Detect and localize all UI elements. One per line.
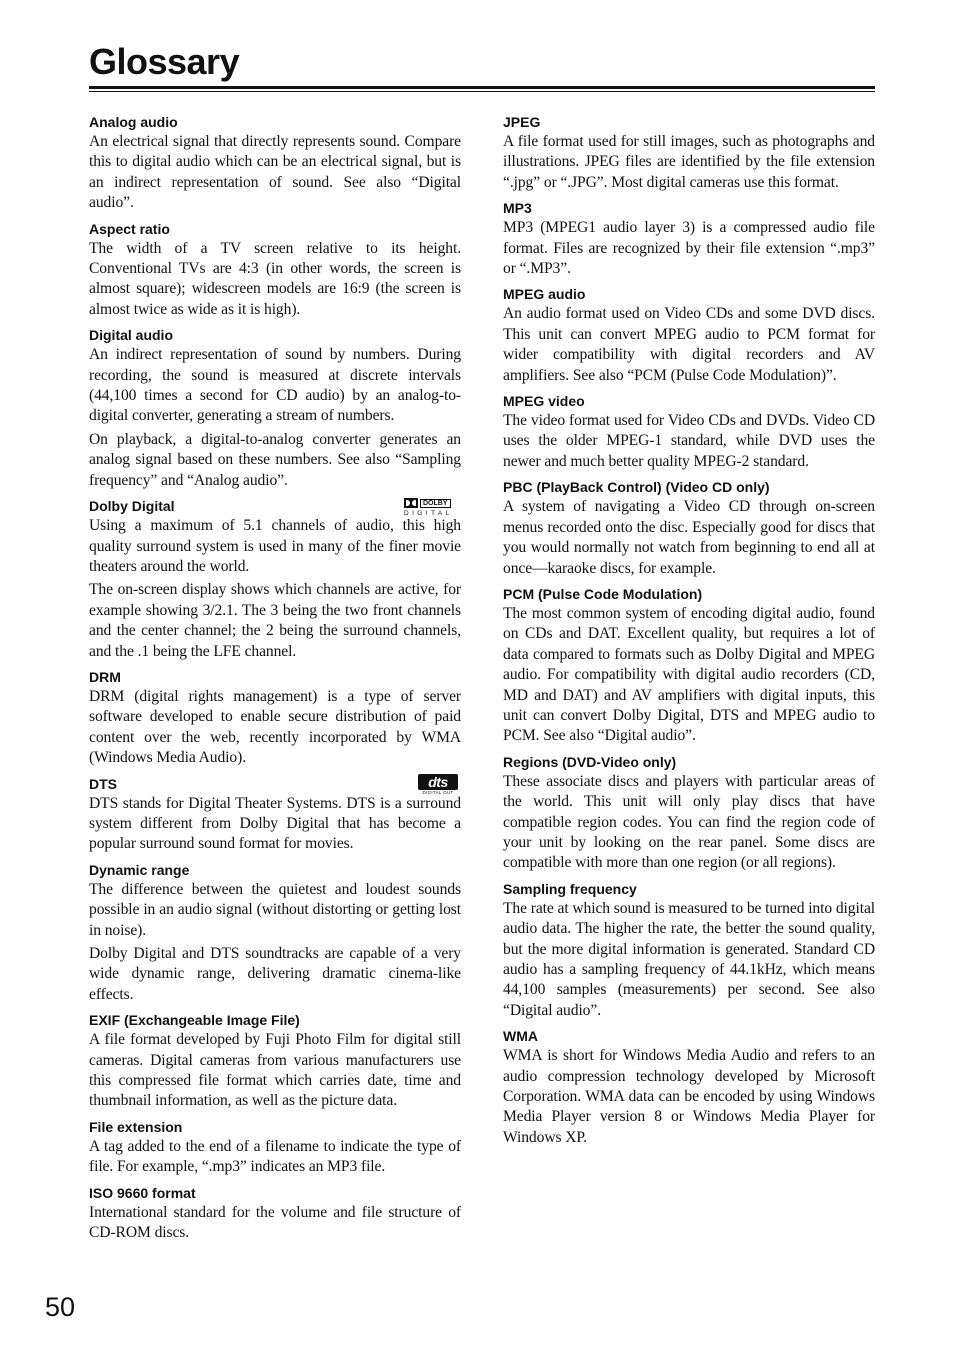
- glossary-entry-pbc: [503, 477, 875, 579]
- term: Regions (DVD-Video only): [503, 753, 677, 770]
- left-column: [89, 112, 461, 1248]
- definition: The difference between the quietest and loudest sounds possible in an audio signal (without distorting or getting lost in noise).: [89, 880, 461, 939]
- term: Digital audio: [89, 327, 173, 344]
- dolby-digital-logo: [404, 498, 456, 518]
- definition: DTS stands for Digital Theater Systems. DTS is a surround system different from Dolby Digital that has become a popular surround sound format for movies.: [89, 794, 461, 853]
- definition: The video format used for Video CDs and DVDs. Video CD uses the older MPEG-1 standard, while DVD uses the newer and much better quality MPEG-2 standard.: [503, 412, 875, 470]
- glossary-entry-digital-audio: [89, 325, 461, 491]
- dts-logo-word: dts: [418, 774, 458, 790]
- glossary-entry-regions: [503, 752, 875, 874]
- dolby-logo-sub: DIGITAL: [404, 510, 453, 518]
- term: File extension: [89, 1118, 183, 1135]
- glossary-entry-mpeg-audio: [503, 284, 875, 386]
- definition: Dolby Digital and DTS soundtracks are capable of a very wide dynamic range, delivering dramatic cinema-like effects.: [89, 945, 461, 1003]
- definition: The most common system of encoding digital audio, found on CDs and DAT. Excellent quality, but requires a lot of data compared to formats such as Dolby Digital and MPEG audio. For compatibility with digital audio recorders (CD, MD and DAT) and AV amplifiers with digital inputs, this unit can convert Dolby Digital, DTS and MPEG audio to PCM. See also “Digital audio”.: [503, 604, 875, 745]
- term: Sampling frequency: [503, 880, 637, 897]
- term: MPEG video: [503, 393, 585, 410]
- glossary-entry-dts: [89, 774, 461, 855]
- glossary-entry-analog-audio: [89, 112, 461, 214]
- term: Analog audio: [89, 114, 178, 130]
- glossary-entry-aspect-ratio: [89, 219, 461, 321]
- definition: The width of a TV screen relative to its height. Conventional TVs are 4:3 (in other words, the screen is almost square); widescreen models are 16:9 (the screen is almost twice as wide as it is high).: [89, 239, 461, 318]
- definition: International standard for the volume and file structure of CD-ROM discs.: [89, 1203, 461, 1242]
- glossary-entry-pcm: [503, 584, 875, 747]
- term: PCM (Pulse Code Modulation): [503, 585, 703, 602]
- term: Dynamic range: [89, 861, 190, 878]
- term: DRM: [89, 668, 121, 685]
- term: MPEG audio: [503, 286, 586, 303]
- double-d-icon: [404, 498, 418, 508]
- term: Aspect ratio: [89, 220, 170, 237]
- definition: Using a maximum of 5.1 channels of audio, this high quality surround system is used in many of the finer movie theaters around the world.: [89, 517, 461, 575]
- glossary-entry-mp3: [503, 198, 875, 279]
- definition: WMA is short for Windows Media Audio and refers to an audio compression technology developed by Microsoft Corporation. WMA data can be encoded by using Windows Media Player version 8 or Windows Media Player for Windows XP.: [503, 1047, 875, 1146]
- title-rule-thin: [89, 91, 875, 92]
- glossary-entry-wma: [503, 1026, 875, 1148]
- glossary-entry-file-extension: [89, 1117, 461, 1178]
- definition: An indirect representation of sound by numbers. During recording, the sound is measured at discrete intervals (44,100 times a second for CD audio) by an analog-to-digital converter, generating a stream of numbers.: [89, 346, 461, 425]
- glossary-entry-drm: [89, 667, 461, 769]
- definition: On playback, a digital-to-analog converter generates an analog signal based on these numbers. See also “Sampling frequency” and “Analog audio”.: [89, 430, 461, 489]
- term: ISO 9660 format: [89, 1184, 196, 1201]
- definition: DRM (digital rights management) is a type of server software developed to enable secure distribution of paid content over the web, recently incorporated by WMA (Windows Media Audio).: [89, 687, 461, 767]
- glossary-entry-jpeg: [503, 112, 875, 193]
- right-column: [503, 112, 875, 1153]
- dts-logo-sub: DIGITAL OUT: [422, 789, 454, 795]
- page-number: 50: [45, 1292, 76, 1322]
- term: DTS: [89, 775, 117, 792]
- definition: A file format used for still images, such as photographs and illustrations. JPEG files are identified by the file extension “.jpg” or “.JPG”. Most digital cameras use this format.: [503, 133, 875, 191]
- glossary-entry-mpeg-video: [503, 391, 875, 472]
- title-rule-thick: [89, 86, 875, 89]
- page-title: Glossary: [89, 41, 240, 82]
- dolby-logo-word: DOLBY: [420, 499, 451, 508]
- definition: The rate at which sound is measured to be turned into digital audio data. The higher the rate, the better the sound quality, but the more digital information is generated. Standard CD audio has a sampling frequency of 44.1kHz, which means 44,100 samples (measurements) per second. See also “Digital audio”.: [503, 899, 875, 1019]
- term: WMA: [503, 1028, 538, 1045]
- definition: A system of navigating a Video CD through on-screen menus recorded onto the disc. Especially good for discs that you would normally not watch from beginning to end all at once—karaoke discs, for example.: [503, 498, 875, 577]
- glossary-entry-iso-9660: [89, 1183, 461, 1244]
- glossary-entry-exif: [89, 1010, 461, 1112]
- term: JPEG: [503, 114, 541, 130]
- definition: A tag added to the end of a filename to indicate the type of file. For example, “.mp3” indicates an MP3 file.: [89, 1137, 461, 1176]
- definition: An electrical signal that directly represents sound. Compare this to digital audio which can be an electrical signal, but is an indirect representation of sound. See also “Digital audio”.: [89, 133, 461, 212]
- definition: MP3 (MPEG1 audio layer 3) is a compressed audio file format. Files are recognized by their file extension “.mp3” or “.MP3”.: [503, 219, 875, 278]
- term: PBC (PlayBack Control) (Video CD only): [503, 479, 770, 496]
- glossary-entry-dynamic-range: [89, 860, 461, 1005]
- definition: These associate discs and players with particular areas of the world. This unit will only play discs that have compatible region codes. You can find the region code of your unit by looking on the rear panel. Some discs are compatible with more than one region (or all regions).: [503, 772, 875, 872]
- definition: An audio format used on Video CDs and some DVD discs. This unit can convert MPEG audio to PCM format for wider compatibility with digital recorders and AV amplifiers. See also “PCM (Pulse Code Modulation)”.: [503, 305, 875, 384]
- term: EXIF (Exchangeable Image File): [89, 1012, 300, 1029]
- definition: The on-screen display shows which channels are active, for example showing 3/2.1. The 3 being the two front channels and the center channel; the 2 being the surround channels, and the .1 being the LFE channel.: [89, 581, 461, 660]
- term: MP3: [503, 200, 532, 217]
- definition: A file format developed by Fuji Photo Film for digital still cameras. Digital cameras from various manufacturers use this compressed file format which carries date, time and thumbnail information, as well as the picture data.: [89, 1031, 461, 1110]
- glossary-entry-sampling-frequency: [503, 879, 875, 1021]
- term: Dolby Digital: [89, 498, 175, 515]
- glossary-entry-dolby-digital: [89, 496, 461, 662]
- dts-logo: [418, 774, 458, 798]
